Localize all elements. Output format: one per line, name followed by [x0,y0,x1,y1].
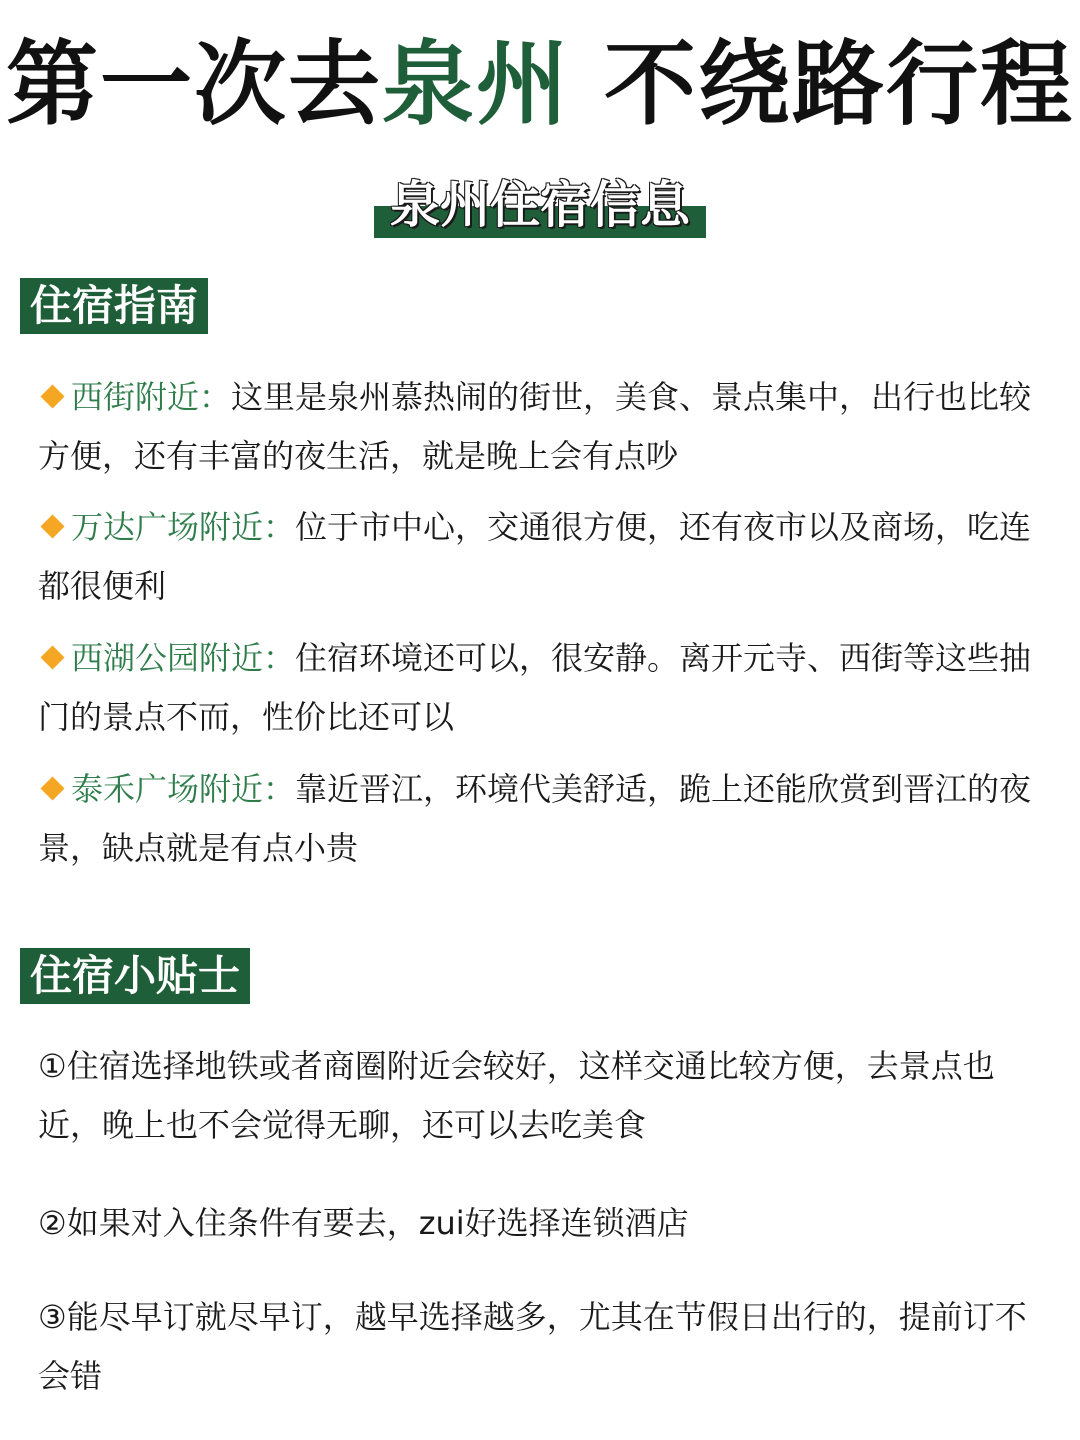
guide-section-label: 住宿指南 [20,278,208,334]
guide-item-text: 住宿环境还可以，很安静。离开元寺、西街等这些抽门的景点不而，性价比还可以 [38,639,1032,736]
guide-item [38,629,1038,747]
diamond-icon [40,776,64,800]
guide-item [38,760,1038,878]
title-prefix: 第一次去 [5,31,382,138]
guide-item-key: 万达广场附近： [71,508,296,546]
tips-section-label: 住宿小贴士 [20,948,250,1004]
tip-item: ②如果对入住条件有要去，zui好选择连锁酒店 [38,1204,689,1242]
guide-item-key: 泰禾广场附近： [71,770,296,808]
page-title [0,30,1080,140]
guide-item-text: 位于市中心，交通很方便，还有夜市以及商场，吃连都很便利 [38,508,1032,605]
guide-item-key: 西湖公园附近： [71,639,296,677]
tip-item: ①住宿选择地铁或者商圈附近会较好，这样交通比较方便，去景点也近，晚上也不会觉得无聊，还可以去吃美食 [38,1047,995,1144]
guide-item-text: 靠近晋江，环境代美舒适，跪上还能欣赏到晋江的夜景，缺点就是有点小贵 [38,770,1032,867]
tip-item: ③能尽早订就尽早订，越早选择越多，尤其在节假日出行的，提前订不会错 [38,1298,1027,1395]
guide-item-text: 这里是泉州慕热闹的街世，美食、景点集中，出行也比较方便，还有丰富的夜生活，就是晚上会有点吵 [38,378,1032,475]
guide-item-key: 西街附近： [71,378,232,416]
guide-item [38,368,1038,486]
diamond-icon [40,384,64,408]
diamond-icon [40,514,64,538]
title-highlight: 泉州 [381,31,570,138]
diamond-icon [40,645,64,669]
title-suffix: 不绕路行程 [604,31,1075,138]
section-subtitle: 泉州住宿信息 [374,172,706,238]
guide-item [38,498,1038,616]
subtitle-wrap [0,172,1080,238]
